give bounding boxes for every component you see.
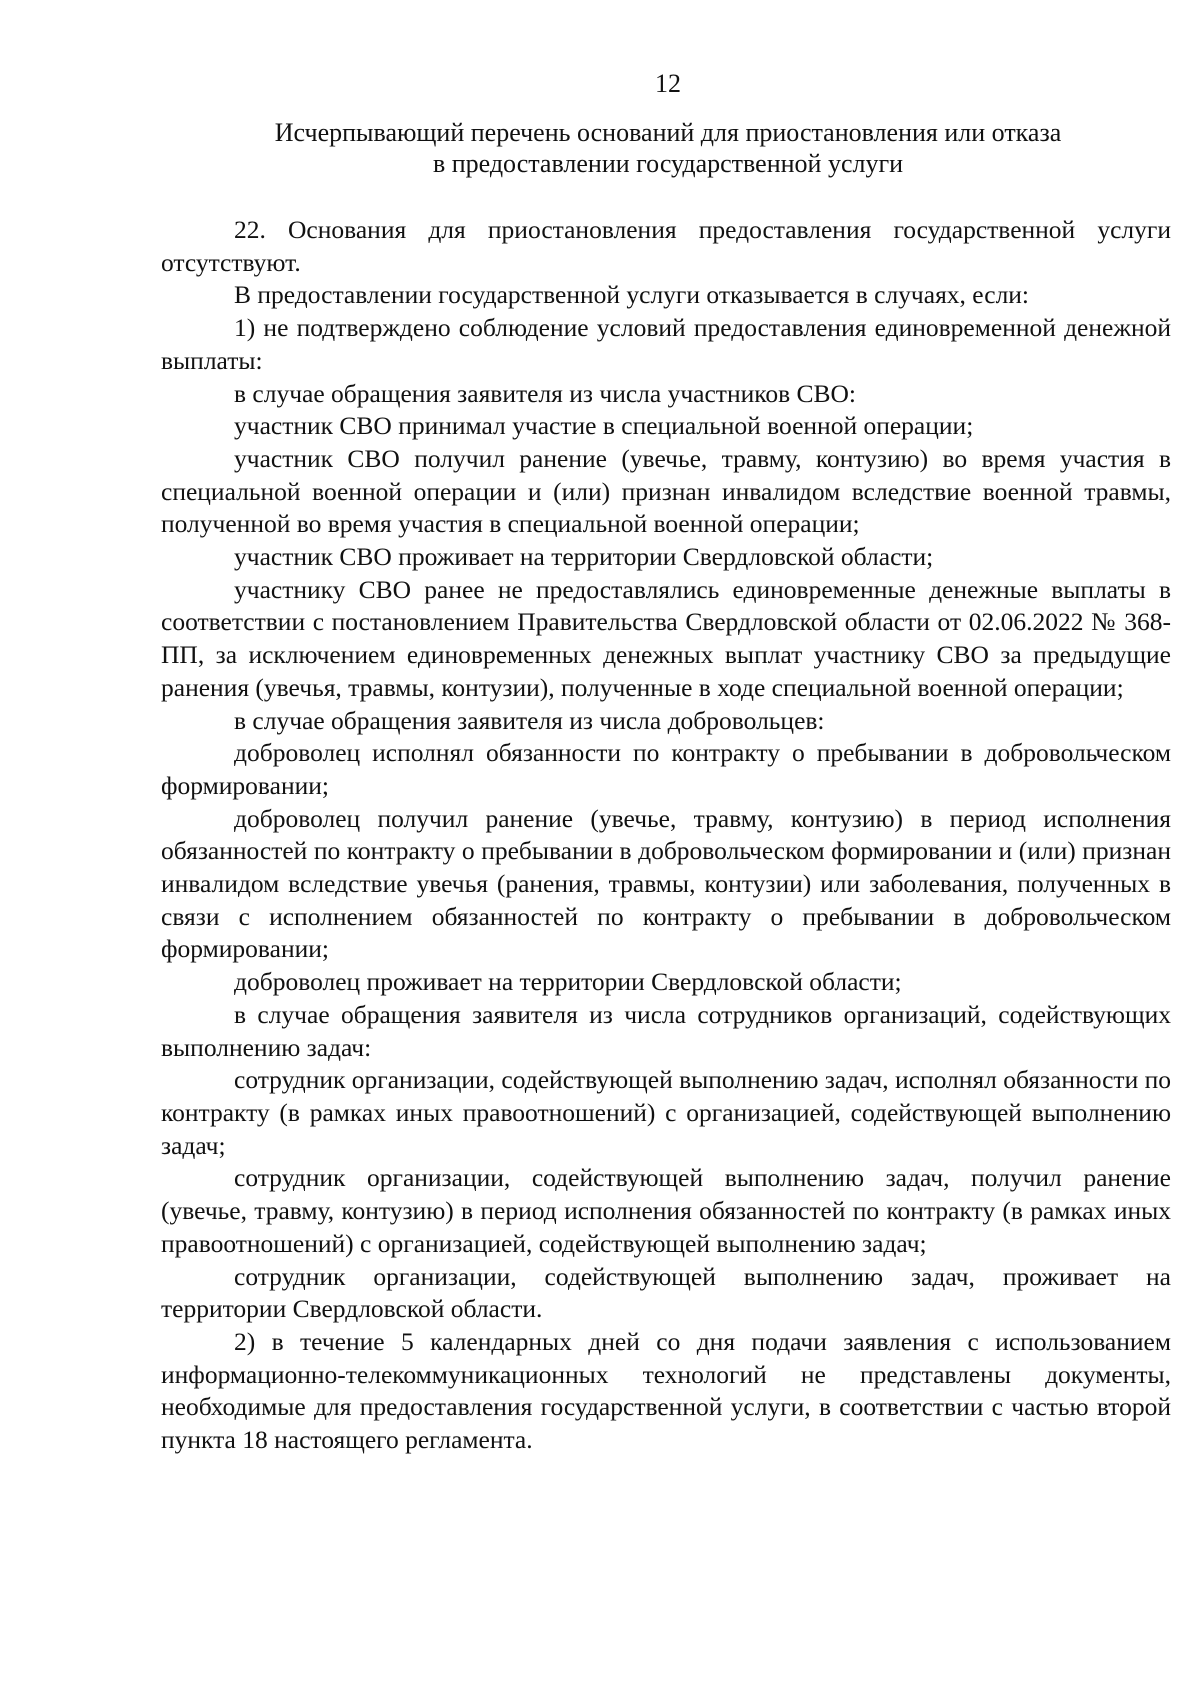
paragraph: участнику СВО ранее не предоставлялись единовременные денежные выплаты в соответствии с постановлением Правительства Свердловской области от 02.06.2022 № 368-ПП, за исключением единовременных денежных выплат участнику СВО за предыдущие ранения (увечья, травмы, контузии), полученные в ходе специальной военной операции; <box>161 574 1171 702</box>
paragraph: сотрудник организации, содействующей выполнению задач, проживает на территории Свердловской области. <box>161 1261 1171 1324</box>
paragraph: участник СВО проживает на территории Свердловской области; <box>234 542 934 572</box>
paragraph: участник СВО получил ранение (увечье, травму, контузию) во время участия в специальной военной операции и (или) признан инвалидом вследствие военной травмы, полученной во время участия в специальной военной операции; <box>161 443 1171 539</box>
paragraph: В предоставлении государственной услуги отказывается в случаях, если: <box>234 280 1030 310</box>
paragraph: участник СВО принимал участие в специальной военной операции; <box>234 411 974 441</box>
paragraph: сотрудник организации, содействующей выполнению задач, получил ранение (увечье, травму, контузию) в период исполнения обязанностей по контракту (в рамках иных правоотношений) с организацией, содействующей выполнению задач; <box>161 1163 1171 1258</box>
document-body <box>161 214 1171 1457</box>
page-number: 12 <box>655 69 681 98</box>
paragraph: в случае обращения заявителя из числа участников СВО: <box>234 378 857 408</box>
list-item-2: 2) в течение 5 календарных дней со дня подачи заявления с использованием информационно-телекоммуникационных технологий не представлены документы, необходимые для предоставления государственной услуги, в соответствии с частью второй пункта 18 настоящего регламента. <box>161 1326 1171 1455</box>
section-heading <box>160 117 1176 179</box>
heading-line-1: Исчерпывающий перечень оснований для приостановления или отказа <box>274 118 1062 147</box>
paragraph: в случае обращения заявителя из числа добровольцев: <box>234 705 825 735</box>
list-item-1: 1) не подтверждено соблюдение условий предоставления единовременной денежной выплаты: <box>161 313 1171 375</box>
paragraph: доброволец исполнял обязанности по контракту о пребывании в добровольческом формировании; <box>161 738 1171 800</box>
paragraph: в случае обращения заявителя из числа сотрудников организаций, содействующих выполнению задач: <box>161 999 1171 1062</box>
paragraph-22: 22. Основания для приостановления предоставления государственной услуги отсутствуют. <box>161 215 1171 277</box>
heading-line-2: в предоставлении государственной услуги <box>432 149 904 178</box>
paragraph: доброволец проживает на территории Свердловской области; <box>234 967 902 997</box>
paragraph: сотрудник организации, содействующей выполнению задач, исполнял обязанности по контракту (в рамках иных правоотношений) с организацией, содействующей выполнению задач; <box>161 1065 1171 1160</box>
paragraph: доброволец получил ранение (увечье, травму, контузию) в период исполнения обязанностей по контракту о пребывании в добровольческом формировании и (или) признан инвалидом вследствие увечья (ранения, травмы, контузии) или заболевания, полученных в связи с исполнением обязанностей по контракту о пребывании в добровольческом формировании; <box>161 803 1171 964</box>
